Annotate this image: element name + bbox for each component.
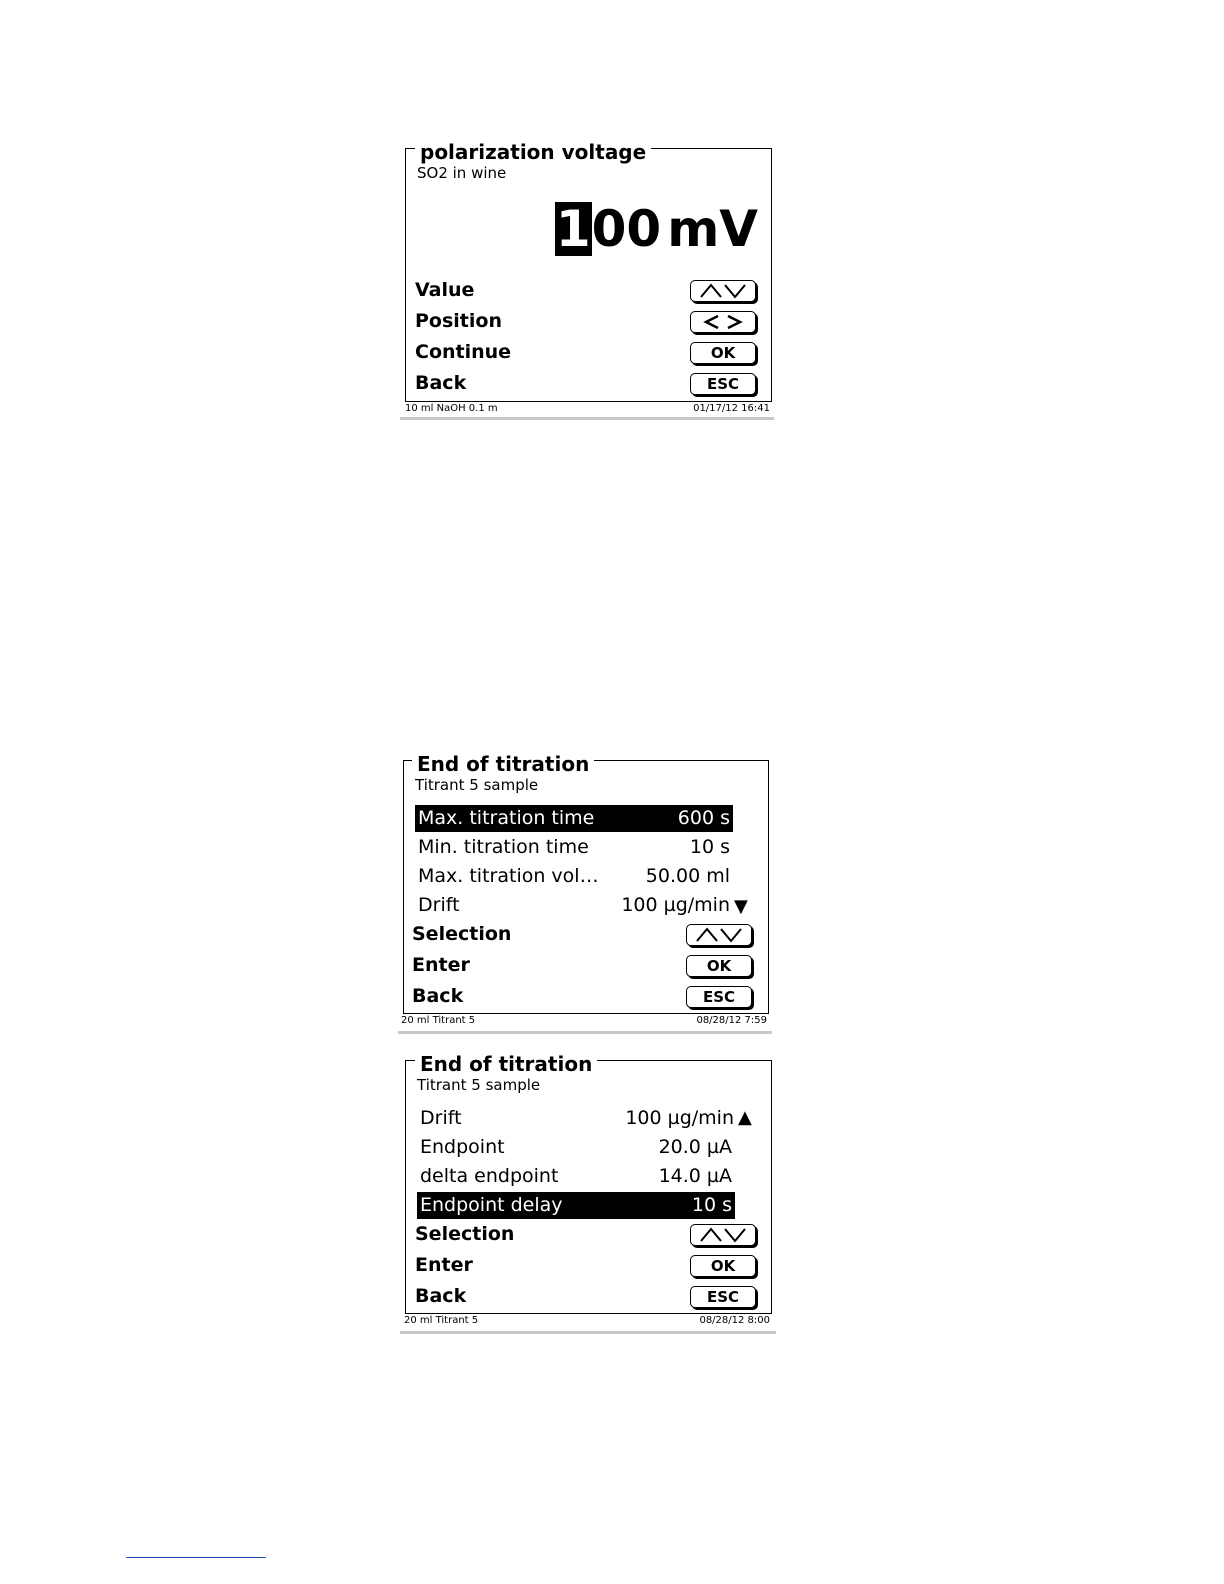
status-datetime: 08/28/12 8:00: [699, 1315, 770, 1326]
status-bar: [398, 1014, 772, 1034]
up-down-key[interactable]: [686, 924, 752, 946]
screen-subtitle: SO2 in wine: [417, 164, 507, 182]
status-method: 20 ml Titrant 5: [401, 1015, 476, 1026]
ok-button[interactable]: OK: [690, 342, 756, 364]
enter-key-label: Enter: [415, 1254, 473, 1276]
cursor-digit[interactable]: 1: [555, 200, 591, 258]
left-right-arrows-icon: [698, 314, 748, 330]
up-down-arrows-icon: [698, 1227, 748, 1243]
status-bar: [400, 402, 774, 420]
left-right-key[interactable]: [690, 311, 756, 333]
status-datetime: 01/17/12 16:41: [693, 403, 770, 414]
list-item-max-titration-time[interactable]: Max. titration time 600 s: [415, 805, 733, 832]
value-display[interactable]: [555, 202, 758, 256]
up-down-key[interactable]: [690, 280, 756, 302]
status-datetime: 08/28/12 7:59: [696, 1015, 767, 1026]
screen-subtitle: Titrant 5 sample: [417, 1076, 541, 1094]
status-method: 10 ml NaOH 0.1 m: [405, 403, 498, 414]
end-of-titration-screen-1: [398, 752, 772, 1034]
ok-button[interactable]: OK: [686, 955, 752, 977]
back-key-label: Back: [412, 985, 464, 1007]
status-bar: [400, 1314, 776, 1334]
footnote-separator: [126, 1557, 266, 1558]
up-down-arrows-icon: [694, 927, 744, 943]
status-method: 20 ml Titrant 5: [404, 1315, 479, 1326]
list-item-drift[interactable]: Drift 100 µg/min: [418, 894, 730, 916]
up-down-key[interactable]: [690, 1224, 756, 1246]
value-key-label: Value: [415, 279, 475, 301]
esc-button[interactable]: ESC: [690, 1286, 756, 1308]
value-unit: mV: [667, 200, 758, 258]
list-item-max-titration-volume[interactable]: Max. titration vol… 50.00 ml: [418, 865, 730, 887]
list-item-drift[interactable]: Drift 100 µg/min: [420, 1107, 734, 1129]
screen-title: End of titration: [415, 1053, 597, 1075]
enter-key-label: Enter: [412, 954, 470, 976]
selection-key-label: Selection: [412, 923, 512, 945]
selection-key-label: Selection: [415, 1223, 515, 1245]
list-item-endpoint-delay[interactable]: Endpoint delay 10 s: [417, 1192, 735, 1219]
polarization-voltage-screen: [400, 140, 774, 420]
scroll-down-indicator-icon: ▼: [734, 896, 748, 917]
position-key-label: Position: [415, 310, 502, 332]
list-item-endpoint[interactable]: Endpoint 20.0 µA: [420, 1136, 732, 1158]
screen-title: End of titration: [412, 753, 594, 775]
back-key-label: Back: [415, 1285, 467, 1307]
scroll-up-indicator-icon: ▲: [738, 1107, 752, 1128]
screen-title: polarization voltage: [415, 141, 651, 163]
ok-button[interactable]: OK: [690, 1255, 756, 1277]
list-item-min-titration-time[interactable]: Min. titration time 10 s: [418, 836, 730, 858]
end-of-titration-screen-2: [400, 1052, 776, 1334]
value-digits: 00: [591, 200, 662, 258]
esc-button[interactable]: ESC: [690, 373, 756, 395]
esc-button[interactable]: ESC: [686, 986, 752, 1008]
continue-key-label: Continue: [415, 341, 512, 363]
back-key-label: Back: [415, 372, 467, 394]
list-item-delta-endpoint[interactable]: delta endpoint 14.0 µA: [420, 1165, 732, 1187]
screen-subtitle: Titrant 5 sample: [415, 776, 539, 794]
up-down-arrows-icon: [698, 283, 748, 299]
